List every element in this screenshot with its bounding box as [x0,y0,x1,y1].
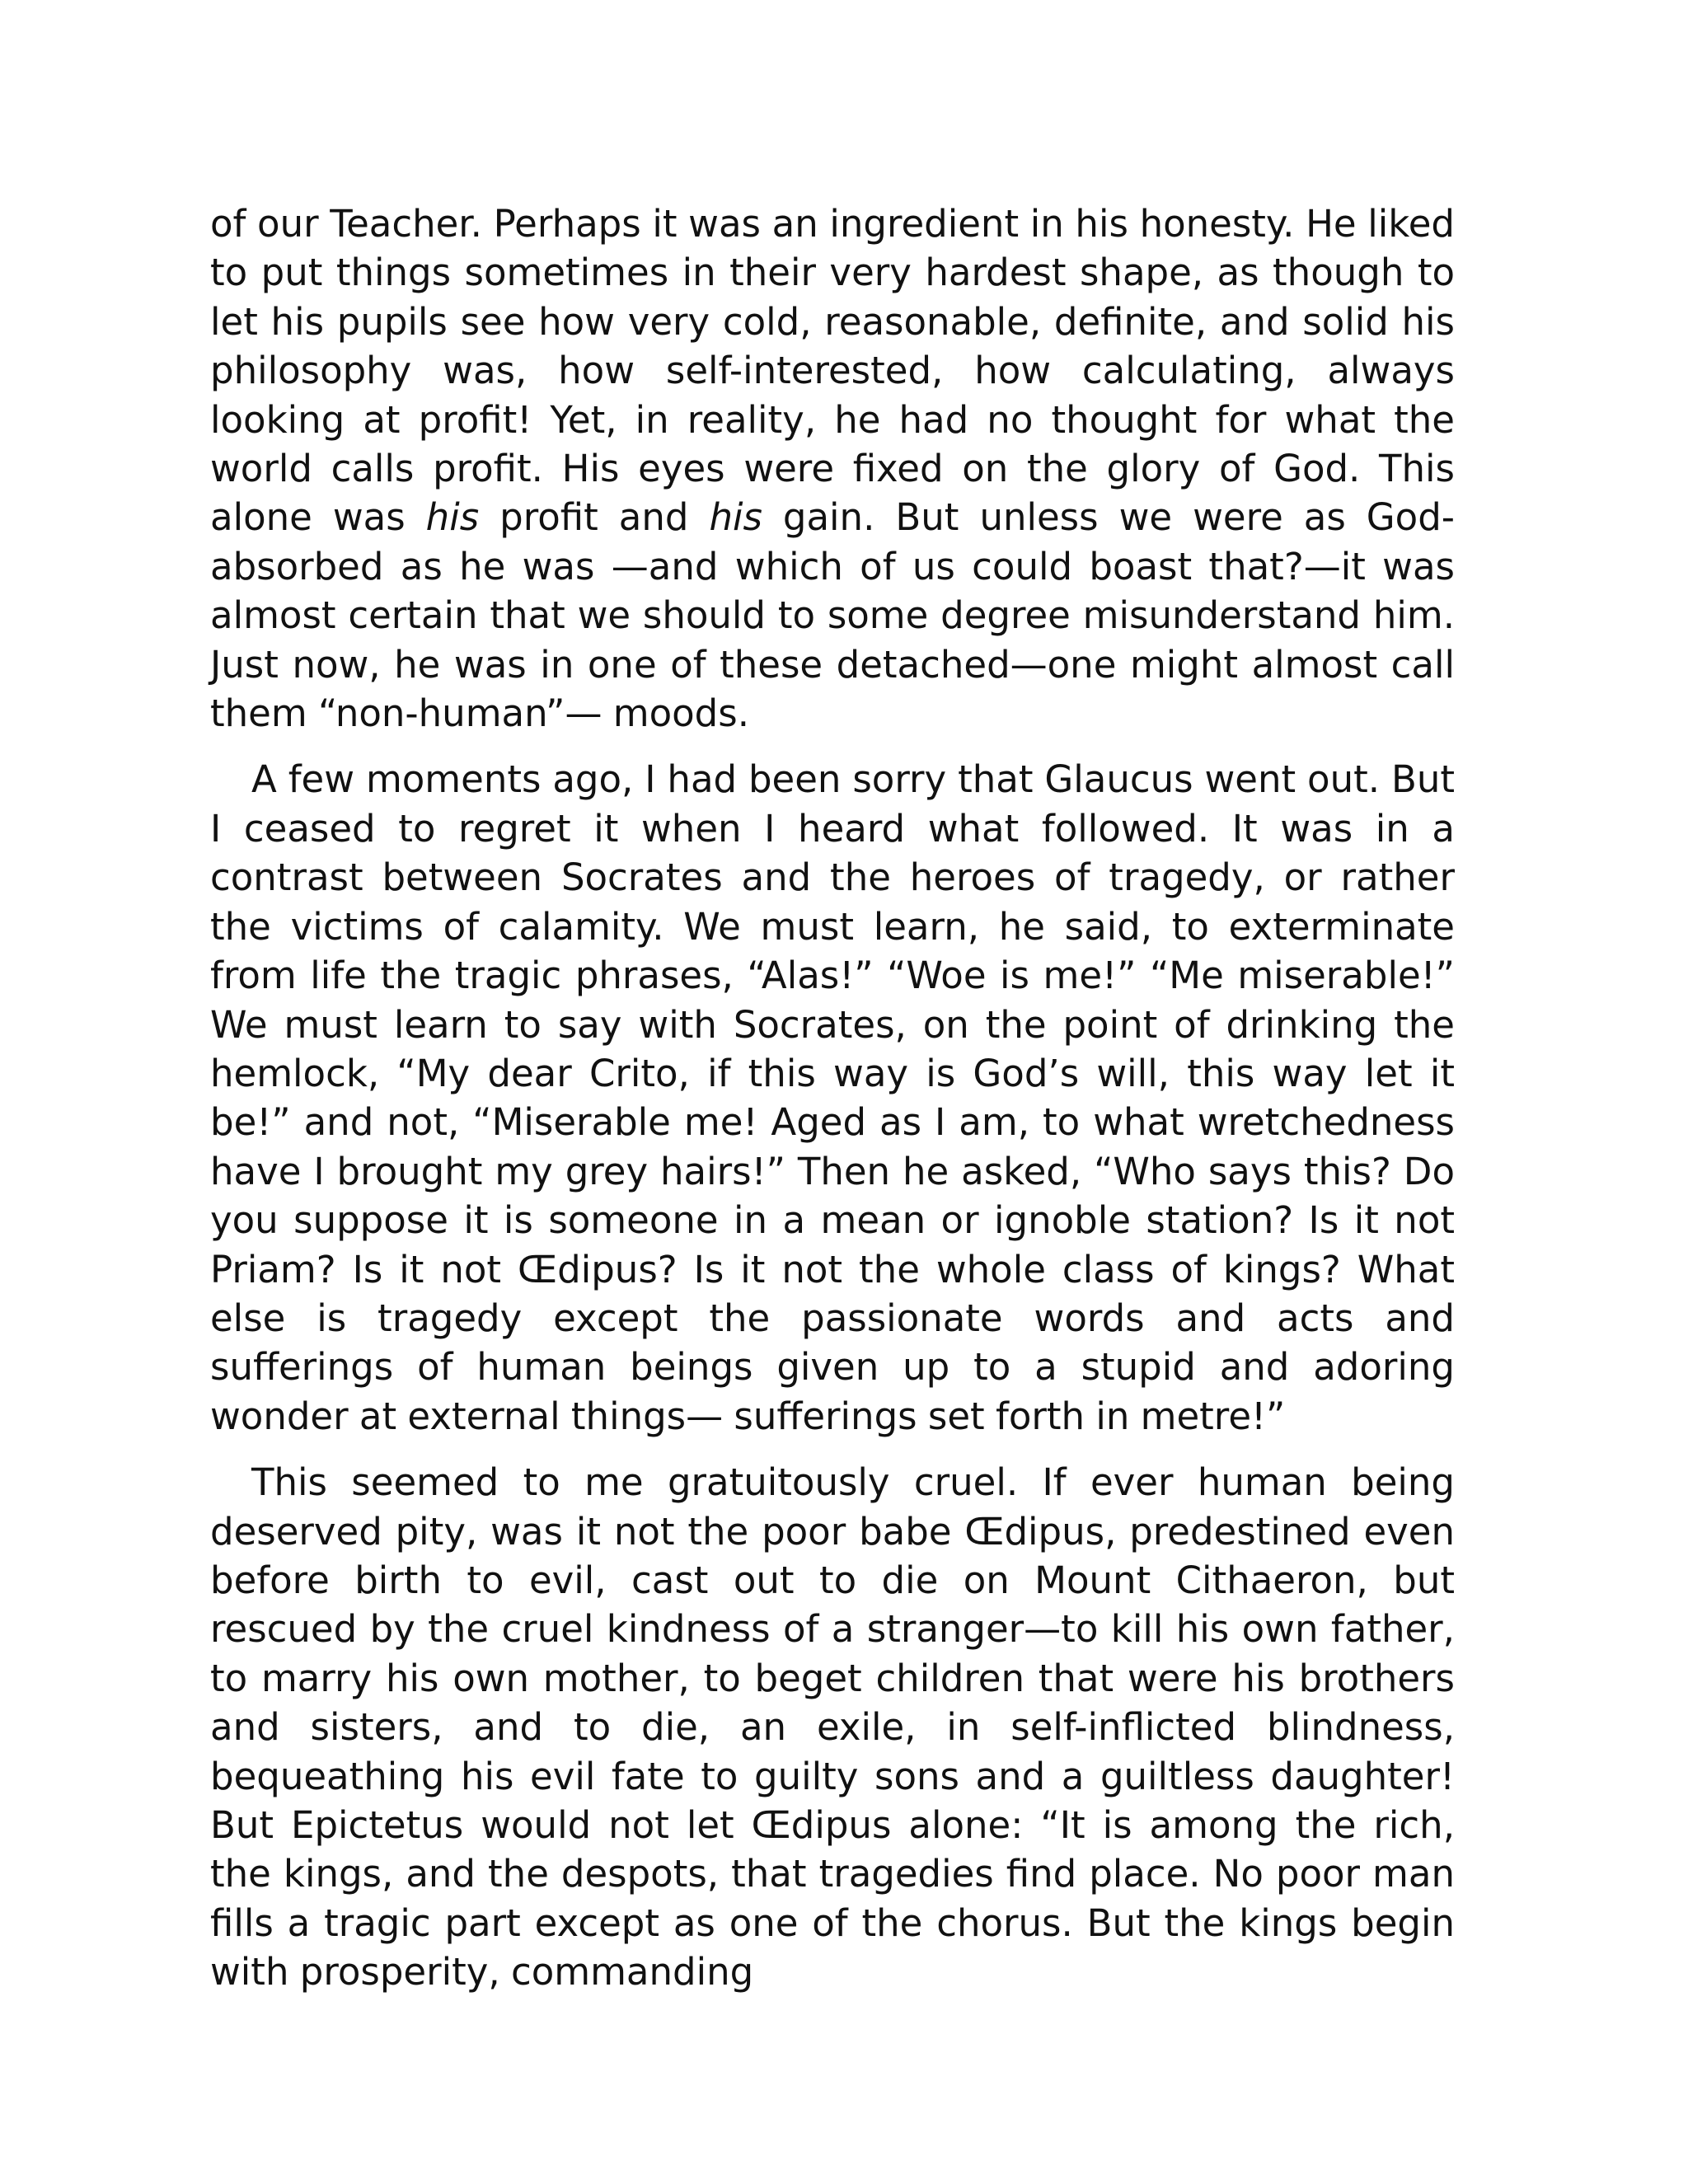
emphasis-his-1: his [425,495,480,540]
paragraph-3: This seemed to me gratuitously cruel. If ever human being deserved pity, was it not the poor babe Œdipus, predestined even before birth to evil, cast out to die on Mount Cithaeron, but rescued by the cruel kindness of a stranger—to kill his own father, to marry his own mother, to beget children that were his brothers and sisters, and to die, an exile, in self-inflicted blindness, bequeathing his evil fate to guilty sons and a guiltless daughter! But Epictetus would not let Œdipus alone: “It is among the rich, the kings, and the despots, that tragedies find place. No poor man fills a tragic part except as one of the chorus. But the kings begin with prosperity, commanding [210,1460,1455,1994]
paragraph-1-text-c: gain. But unless we were as God-absorbed as he was —and which of us could boast that?—it was almost certain that we should to some degree misunderstand him. Just now, he was in one of these detached—one might almost call them “non-human”— moods. [210,495,1456,736]
paragraph-1-text-b: profit and [479,495,710,540]
emphasis-his-2: his [709,495,762,540]
document-page [210,199,1455,2014]
paragraph-1-text-a: of our Teacher. Perhaps it was an ingredient in his honesty. He liked to put things sometimes in their very hardest shape, as though to let his pupils see how very cold, reasonable, definite, and solid his philosophy was, how self-interested, how calculating, always looking at profit! Yet, in reality, he had no thought for what the world calls profit. His eyes were fixed on the glory of God. This alone was [210,202,1455,540]
paragraph-2: A few moments ago, I had been sorry that Glaucus went out. But I ceased to regret it when I heard what followed. It was in a contrast between Socrates and the heroes of tragedy, or rather the victims of calamity. We must learn, he said, to exterminate from life the tragic phrases, “Alas!” “Woe is me!” “Me miserable!” We must learn to say with Socrates, on the point of drinking the hemlock, “My dear Crito, if this way is God’s will, this way let it be!” and not, “Miserable me! Aged as I am, to what wretchedness have I brought my grey hairs!” Then he asked, “Who says this? Do you suppose it is someone in a mean or ignoble station? Is it not Priam? Is it not Œdipus? Is it not the whole class of kings? What else is tragedy except the passionate words and acts and sufferings of human beings given up to a stupid and adoring wonder at external things— sufferings set forth in metre!” [210,757,1455,1438]
paragraph-1 [210,199,1455,738]
